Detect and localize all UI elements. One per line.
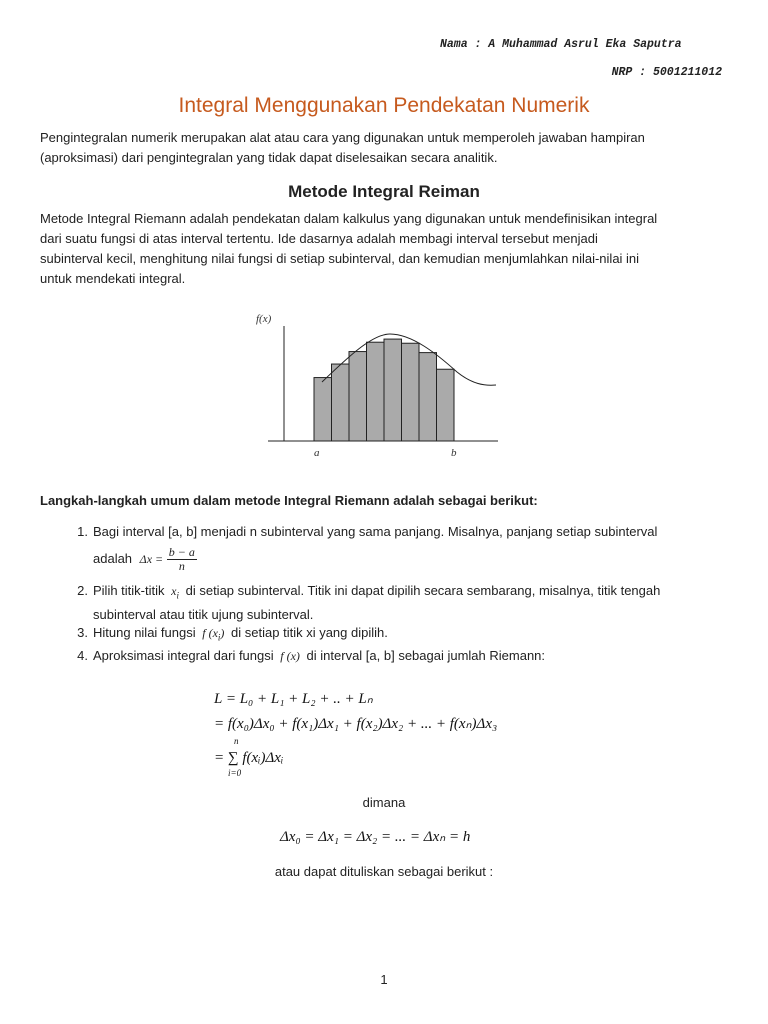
step-item [74, 623, 724, 643]
math-symbol: x [171, 584, 177, 598]
step-text [93, 522, 723, 573]
sum-upper-limit: n [234, 736, 239, 746]
riemann-figure [252, 308, 502, 463]
step-line-text: di setiap titik xi yang dipilih. [231, 625, 388, 640]
formula-line-1: L = L₀ + L₁ + L₂ + .. + Lₙ [214, 691, 373, 707]
fraction-numerator: b − a [168, 545, 195, 559]
dimana-text: dimana [362, 795, 406, 810]
section-heading: Metode Integral Reiman [288, 182, 480, 201]
riemann-bars [314, 339, 454, 441]
step-text [93, 623, 723, 647]
step-line: subinterval atau titik ujung subinterval. [93, 607, 314, 623]
step-line-text: Hitung nilai fungsi [93, 625, 196, 640]
alt-form-text: atau dapat dituliskan sebagai berikut : [274, 864, 494, 879]
paragraph-line: subinterval kecil, menghitung nilai fungsi di setiap subinterval, dan kemudian menjumlahkan nilai-nilai ini [40, 251, 640, 266]
riemann-bar [314, 378, 332, 441]
step-text [93, 646, 723, 666]
fraction-denominator: n [178, 559, 185, 573]
riemann-bar [402, 343, 420, 441]
step-text [93, 581, 723, 625]
paragraph-line: Metode Integral Riemann adalah pendekatan dalam kalkulus yang digunakan untuk mendefinisikan integral [40, 211, 658, 226]
steps-heading: Langkah-langkah umum dalam metode Integral Riemann adalah sebagai berikut: [40, 493, 538, 508]
step-line-text: Pilih titik-titik [93, 583, 165, 598]
step-line-text: di setiap subinterval. Titik ini dapat dipilih secara sembarang, misalnya, titik tengah [185, 583, 661, 598]
intro-line: (aproksimasi) dari pengintegralan yang tidak dapat diselesaikan secara analitik. [40, 150, 498, 165]
step-line: Bagi interval [a, b] menjadi n subinterval yang sama panjang. Misalnya, panjang setiap subinterval [93, 524, 658, 539]
step-number: 2. [77, 583, 88, 598]
step-line-text: adalah [93, 550, 133, 566]
page-title: Integral Menggunakan Pendekatan Numerik [178, 94, 590, 117]
math-subscript: i [217, 632, 221, 643]
step-line [93, 581, 723, 605]
step-line-text: di interval [a, b] sebagai jumlah Riemann: [306, 648, 546, 663]
b-label: b [451, 447, 457, 459]
paragraph-line: dari suatu fungsi di atas interval tertentu. Ide dasarnya adalah membagi interval tersebut menjadi [40, 231, 598, 246]
step-item [74, 646, 724, 666]
step-number: 4. [77, 648, 88, 663]
step-number: 3. [77, 625, 88, 640]
riemann-sum-formula [212, 686, 552, 781]
riemann-bar [384, 339, 402, 441]
riemann-bar [349, 352, 367, 441]
page-number: 1 [380, 972, 388, 987]
math-subscript: i [176, 590, 179, 601]
step-item [74, 522, 724, 582]
riemann-bar [367, 342, 385, 441]
step-number: 1. [77, 524, 88, 539]
step-item [74, 581, 724, 621]
sum-lower-limit: i=0 [228, 768, 242, 778]
riemann-bar [419, 353, 437, 441]
delta-x-expr: Δx = [139, 551, 164, 566]
riemann-bar [332, 364, 350, 441]
author-name: Nama : A Muhammad Asrul Eka Saputra [440, 38, 682, 51]
math-x-i [171, 584, 179, 601]
intro-paragraph [40, 128, 730, 168]
formula-line-2: = f(x₀)Δx₀ + f(x₁)Δx₁ + f(x₂)Δx₂ + ... + f(xₙ)Δx₃ [214, 716, 498, 732]
delta-equality [278, 823, 498, 849]
delta-equality-text: Δx₀ = Δx₁ = Δx₂ = ... = Δxₙ = h [280, 829, 471, 845]
math-symbol: f (x [202, 626, 218, 640]
fraction [167, 546, 197, 573]
step-line-text: Aproksimasi integral dari fungsi [93, 648, 274, 663]
math-symbol: ) [220, 626, 225, 640]
intro-line: Pengintegralan numerik merupakan alat atau cara yang digunakan untuk memperoleh jawaban hampiran [40, 130, 645, 145]
formula-line-3: = ∑ f(xᵢ)Δxᵢ [214, 750, 284, 766]
step-line [93, 546, 723, 573]
riemann-bar [437, 369, 455, 441]
math-f-x: f (x) [280, 649, 300, 663]
y-axis-label: f(x) [256, 313, 272, 325]
a-label: a [314, 447, 320, 459]
math-f-xi [202, 626, 225, 643]
paragraph-line: untuk mendekati integral. [40, 271, 186, 286]
author-nrp: NRP : 5001211012 [611, 66, 722, 79]
riemann-paragraph [40, 209, 730, 289]
